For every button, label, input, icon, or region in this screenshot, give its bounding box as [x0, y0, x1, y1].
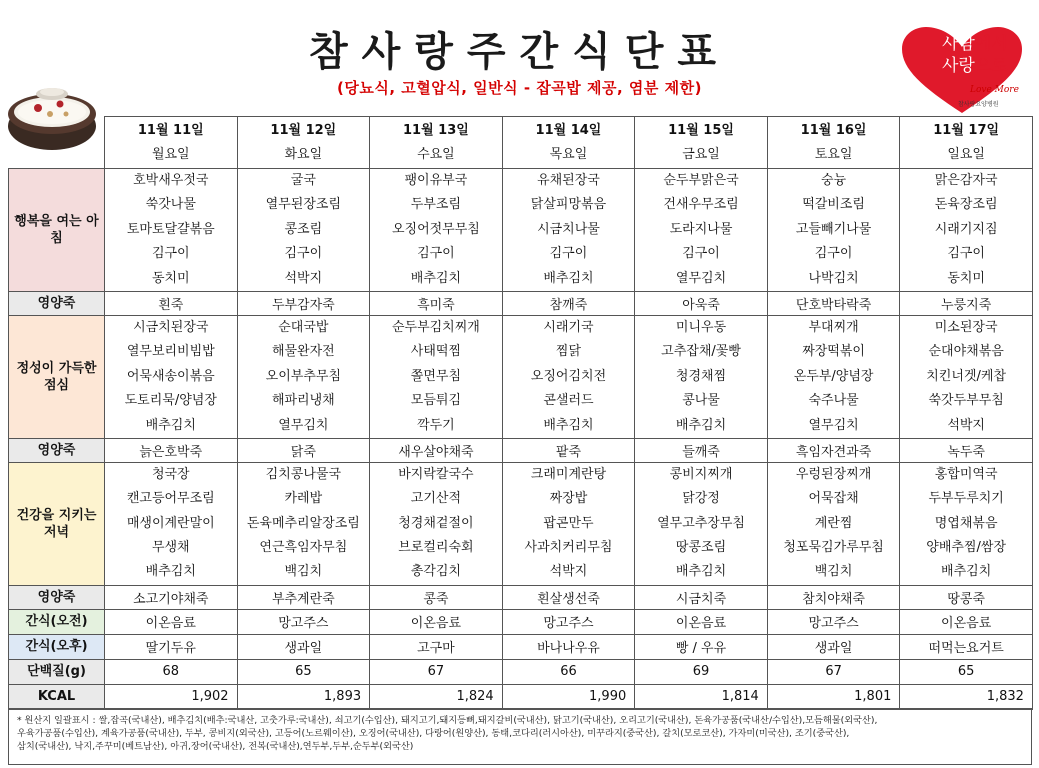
menu-item: 배추김치 [675, 564, 727, 580]
day-date: 11월 12일 [270, 122, 337, 138]
row-label-dinner: 건강을 지키는 저녁 [9, 462, 105, 585]
snack_pm-cell: 빵 / 우유 [635, 634, 768, 659]
breakfast-cell [635, 169, 768, 292]
menu-item: 콘샐러드 [543, 393, 594, 409]
menu-item: 땅콩조림 [675, 540, 727, 556]
snack_pm-cell: 떠먹는요거트 [900, 634, 1033, 659]
day-date: 11월 17일 [933, 122, 1000, 138]
porridge_lunch-cell: 새우살야채죽 [370, 438, 503, 462]
snack_pm-cell: 바나나우유 [502, 634, 635, 659]
kcal-cell: 1,801 [767, 684, 900, 709]
menu-item: 오이부추무침 [265, 368, 342, 384]
menu-item: 동치미 [151, 270, 190, 286]
menu-item: 우렁된장찌개 [795, 466, 872, 482]
row-label-porridge: 영양죽 [9, 291, 105, 315]
porridge_dinner-cell: 참치야채죽 [767, 585, 900, 609]
menu-item: 청경채찜 [675, 368, 727, 384]
day-header [370, 117, 503, 169]
menu-item: 열무보리비빔밥 [126, 344, 215, 360]
lunch-cell [237, 315, 370, 438]
menu-item: 홍합미역국 [934, 466, 998, 482]
menu-item: 돈육장조림 [934, 197, 998, 213]
porridge_breakfast-cell: 누룽지죽 [900, 291, 1033, 315]
menu-item: 청포묵김가루무침 [783, 540, 884, 556]
breakfast-cell [370, 169, 503, 292]
menu-item: 시금치된장국 [133, 319, 209, 335]
menu-item: 순두부맑은국 [663, 173, 739, 188]
menu-item: 오징어젓무무침 [391, 221, 480, 237]
kcal-cell: 1,824 [370, 684, 503, 709]
menu-item: 백김치 [814, 564, 853, 580]
hospital-logo [900, 27, 1034, 115]
menu-item: 석박지 [284, 270, 323, 286]
dinner-cell [370, 462, 503, 585]
row-label-porridge: 영양죽 [9, 438, 105, 462]
menu-item: 콩비지찌개 [669, 466, 733, 482]
day-header [237, 117, 370, 169]
snack_am-cell: 이온음료 [635, 609, 768, 634]
kcal-cell: 1,832 [900, 684, 1033, 709]
kcal-cell: 1,893 [237, 684, 370, 709]
logo-text-2a: 사랑 [942, 56, 975, 76]
menu-item: 크래미계란탕 [530, 466, 607, 482]
day-date: 11월 15일 [668, 122, 734, 138]
menu-item: 돈육메추리알장조림 [246, 515, 360, 531]
menu-item: 고기산적 [410, 491, 462, 507]
row-label-snack_am: 간식(오전) [9, 609, 105, 634]
menu-item: 청국장 [151, 466, 190, 482]
menu-item: 시래기국 [543, 319, 594, 335]
menu-item: 닭강정 [682, 491, 720, 507]
menu-item: 도라지나물 [669, 221, 733, 237]
menu-item: 쫄면무침 [410, 368, 462, 384]
menu-item: 백김치 [284, 564, 323, 580]
footnote-line-1: * 원산지 일괄표시 : 쌀,잡곡(국내산), 배추김치(배추:국내산, 고춧가루:국내산), 쇠고기(수입산), 돼지고기,돼지등뼈,돼지갈비(국내산), 닭고기(국내산), 오리고기(국내산), 돈육가공품(국내산/수입산),모듬해물(외국산), [17, 715, 878, 726]
protein-cell: 65 [237, 659, 370, 684]
menu-item: 명엽채볶음 [934, 515, 998, 531]
porridge_breakfast-cell: 흰죽 [105, 291, 238, 315]
menu-item: 건새우무조림 [663, 197, 739, 213]
day-header [105, 117, 238, 169]
menu-item: 연근흑임자무침 [259, 540, 348, 556]
menu-item: 배추김치 [543, 270, 594, 286]
lunch-cell [105, 315, 238, 438]
menu-item: 두부조림 [410, 197, 462, 213]
menu-item: 어묵잡채 [808, 491, 859, 507]
porridge_dinner-cell: 콩죽 [370, 585, 503, 609]
breakfast-cell [237, 169, 370, 292]
day-weekday: 일요일 [947, 146, 985, 162]
day-weekday: 수요일 [417, 146, 455, 162]
menu-item: 콩나물 [682, 393, 720, 409]
menu-item: 쑥갓나물 [145, 197, 196, 213]
dinner-cell [767, 462, 900, 585]
menu-item: 총각김치 [410, 564, 462, 580]
snack_am-cell: 망고주스 [767, 609, 900, 634]
menu-item: 호박새우젓국 [133, 173, 209, 188]
menu-item: 청경채겉절이 [398, 515, 474, 531]
menu-item: 매생이계란말이 [126, 515, 215, 531]
porridge_lunch-row [9, 438, 1033, 462]
day-date: 11월 14일 [535, 122, 602, 138]
logo-script-text: Love More [970, 85, 1019, 95]
corner-cell [9, 117, 105, 169]
row-label-kcal: KCAL [9, 684, 105, 709]
snack_am-cell: 이온음료 [105, 609, 238, 634]
menu-item: 미소된장국 [934, 319, 998, 335]
porridge_lunch-cell: 들깨죽 [635, 438, 768, 462]
day-weekday: 화요일 [284, 146, 323, 162]
menu-item: 고추잡채/꽃빵 [661, 344, 741, 360]
menu-item: 배추김치 [675, 417, 727, 433]
porridge_dinner-row [9, 585, 1033, 609]
row-label-lunch: 정성이 가득한 점심 [9, 315, 105, 438]
lunch-cell [502, 315, 635, 438]
protein-cell: 67 [767, 659, 900, 684]
dinner-cell [237, 462, 370, 585]
porridge_lunch-cell: 흑임자견과죽 [767, 438, 900, 462]
porridge_breakfast-cell: 아욱죽 [635, 291, 768, 315]
page-subtitle: (당뇨식, 고혈압식, 일반식 - 잡곡밥 제공, 염분 제한) [337, 79, 702, 97]
kcal-cell: 1,990 [502, 684, 635, 709]
menu-item: 배추김치 [410, 270, 462, 286]
logo-text-1a: 사람 [942, 34, 975, 54]
day-weekday: 목요일 [549, 146, 588, 162]
kcal-cell: 1,814 [635, 684, 768, 709]
protein-cell: 65 [900, 659, 1033, 684]
menu-item: 유채된장국 [537, 173, 600, 188]
menu-item: 순대국밥 [278, 319, 329, 335]
logo-text-2b: 으로 [974, 56, 1008, 76]
porridge_breakfast-cell: 두부감자죽 [237, 291, 370, 315]
menu-item: 토마토달걀볶음 [126, 221, 215, 237]
menu-item: 고들빼기나물 [795, 221, 872, 237]
menu-item: 김구이 [947, 246, 985, 262]
menu-item: 팝콘만두 [543, 515, 594, 531]
menu-item: 열무김치 [808, 417, 859, 433]
dinner-row [9, 462, 1033, 585]
menu-item: 팽이유부국 [404, 173, 468, 188]
menu-item: 숭늉 [821, 173, 847, 188]
footnote-line-3: 삼치(국내산), 낙지,주꾸미(베트남산), 아귀,장어(국내산), 전복(국내산),연두부,두부,순두부(외국산) [17, 741, 414, 752]
menu-item: 쑥갓두부무침 [928, 393, 1004, 409]
menu-item: 맑은감자국 [934, 173, 998, 188]
protein-cell: 69 [635, 659, 768, 684]
menu-item: 해파리냉채 [271, 393, 335, 409]
menu-item: 어묵새송이볶음 [126, 368, 215, 384]
menu-item: 석박지 [549, 564, 588, 580]
menu-item: 깍두기 [417, 417, 455, 433]
day-weekday: 월요일 [151, 146, 190, 162]
porridge_dinner-cell: 땅콩죽 [900, 585, 1033, 609]
lunch-cell [767, 315, 900, 438]
day-weekday: 금요일 [682, 146, 720, 162]
day-weekday: 토요일 [814, 146, 853, 162]
menu-item: 김구이 [284, 246, 323, 262]
dinner-cell [900, 462, 1033, 585]
dinner-cell [105, 462, 238, 585]
snack_pm-cell: 생과일 [237, 634, 370, 659]
menu-item: 브로컬리숙회 [398, 540, 474, 556]
menu-item: 시금치나물 [537, 221, 600, 237]
menu-item: 김구이 [814, 246, 853, 262]
menu-item: 닭살피망볶음 [530, 197, 607, 213]
menu-item: 사태떡찜 [410, 344, 462, 360]
day-header [767, 117, 900, 169]
day-date: 11월 13일 [402, 122, 469, 138]
origin-footnote [8, 708, 1032, 765]
kcal-cell: 1,902 [105, 684, 238, 709]
snack_pm-row [9, 634, 1033, 659]
snack_pm-cell: 고구마 [370, 634, 503, 659]
menu-item: 두부두루치기 [928, 491, 1004, 507]
menu-item: 열무고추장무침 [657, 515, 745, 531]
breakfast-cell [767, 169, 900, 292]
protein-row [9, 659, 1033, 684]
protein-cell: 67 [370, 659, 503, 684]
snack_am-cell: 망고주스 [237, 609, 370, 634]
day-header [635, 117, 768, 169]
menu-item: 도토리묵/양념장 [124, 393, 217, 409]
menu-item: 시래기지짐 [934, 221, 998, 237]
menu-item: 온두부/양념장 [793, 368, 874, 384]
menu-item: 무생채 [151, 540, 190, 556]
row-label-snack_pm: 간식(오후) [9, 634, 105, 659]
menu-item: 계란찜 [814, 515, 853, 531]
row-label-breakfast: 행복을 여는 아침 [9, 169, 105, 292]
menu-item: 미니우동 [675, 319, 727, 335]
snack_am-cell: 망고주스 [502, 609, 635, 634]
snack_am-row [9, 609, 1033, 634]
lunch-row [9, 315, 1033, 438]
menu-item: 배추김치 [543, 417, 594, 433]
porridge_dinner-cell: 소고기야채죽 [105, 585, 238, 609]
menu-item: 김구이 [417, 246, 455, 262]
lunch-cell [370, 315, 503, 438]
page-title: 참사랑주간식단표 [308, 29, 731, 75]
menu-item: 콩조림 [284, 221, 323, 237]
menu-item: 열무된장조림 [265, 197, 342, 213]
day-header [900, 117, 1033, 169]
menu-item: 배추김치 [941, 564, 992, 580]
snack_pm-cell: 생과일 [767, 634, 900, 659]
menu-item: 카레밥 [284, 491, 323, 507]
menu-item: 김구이 [549, 246, 588, 262]
breakfast-cell [502, 169, 635, 292]
row-label-porridge: 영양죽 [9, 585, 105, 609]
porridge_breakfast-row [9, 291, 1033, 315]
porridge_lunch-cell: 팥죽 [502, 438, 635, 462]
snack_am-cell: 이온음료 [370, 609, 503, 634]
menu-item: 바지락칼국수 [398, 466, 474, 482]
porridge_lunch-cell: 늙은호박죽 [105, 438, 238, 462]
menu-item: 순대야채볶음 [928, 344, 1004, 360]
snack_pm-cell: 딸기두유 [105, 634, 238, 659]
porridge_breakfast-cell: 흑미죽 [370, 291, 503, 315]
menu-item: 열무김치 [278, 417, 329, 433]
menu-item: 짜장떡볶이 [802, 344, 865, 360]
menu-item: 동치미 [947, 270, 985, 286]
snack_am-cell: 이온음료 [900, 609, 1033, 634]
menu-item: 떡갈비조림 [802, 197, 865, 213]
row-label-protein: 단백질(g) [9, 659, 105, 684]
weekly-menu-table [8, 116, 1033, 710]
menu-item: 배추김치 [145, 564, 196, 580]
day-header [502, 117, 635, 169]
porridge_dinner-cell: 시금치죽 [635, 585, 768, 609]
menu-item: 순두부김치찌개 [391, 319, 480, 335]
day-date: 11월 11일 [137, 122, 204, 138]
menu-item: 오징어김치전 [530, 368, 607, 384]
porridge_dinner-cell: 흰살생선죽 [502, 585, 635, 609]
footnote-line-2: 우육가공품(수입산), 계육가공품(국내산), 두부, 콩비지(외국산), 고등어(노르웨이산), 오징어(국내산), 다랑어(원양산), 동태,코다리(러시아산), 미꾸라지(중국산), 갈치(모로코산), 가자미(미국산), 조기(중국산), [17, 728, 850, 739]
lunch-cell [900, 315, 1033, 438]
menu-item: 양배추찜/쌈장 [926, 540, 1007, 556]
day-date: 11월 16일 [800, 122, 867, 138]
menu-item: 찜닭 [555, 344, 582, 360]
porridge_breakfast-cell: 단호박타락죽 [767, 291, 900, 315]
menu-item: 사과치커리무침 [524, 540, 613, 556]
lunch-cell [635, 315, 768, 438]
header [0, 0, 1039, 116]
protein-cell: 68 [105, 659, 238, 684]
menu-item: 짜장밥 [549, 491, 588, 507]
menu-item: 부대찌개 [808, 319, 859, 335]
menu-item: 석박지 [947, 417, 985, 433]
menu-item: 나박김치 [808, 270, 859, 286]
menu-item: 배추김치 [145, 417, 196, 433]
menu-item: 김치콩나물국 [265, 466, 342, 482]
porridge_dinner-cell: 부추계란죽 [237, 585, 370, 609]
menu-item: 굴국 [290, 173, 316, 188]
logo-small-text: 참사랑요양병원 [958, 101, 999, 108]
porridge_lunch-cell: 녹두죽 [900, 438, 1033, 462]
menu-item: 치킨너겟/케찹 [926, 368, 1007, 384]
menu-item: 열무김치 [675, 270, 727, 286]
dinner-cell [502, 462, 635, 585]
breakfast-cell [900, 169, 1033, 292]
porridge_breakfast-cell: 참깨죽 [502, 291, 635, 315]
menu-item: 김구이 [682, 246, 720, 262]
breakfast-cell [105, 169, 238, 292]
menu-item: 해물완자전 [271, 344, 335, 360]
dinner-cell [635, 462, 768, 585]
menu-item: 숙주나물 [808, 393, 859, 409]
protein-cell: 66 [502, 659, 635, 684]
logo-text-1b: 에서 [974, 34, 1008, 54]
menu-item: 김구이 [151, 246, 190, 262]
day-header-row [9, 117, 1033, 169]
menu-item: 모듬튀김 [410, 393, 462, 409]
menu-item: 캔고등어무조림 [126, 491, 215, 507]
kcal-row [9, 684, 1033, 709]
breakfast-row [9, 169, 1033, 292]
porridge_lunch-cell: 닭죽 [237, 438, 370, 462]
